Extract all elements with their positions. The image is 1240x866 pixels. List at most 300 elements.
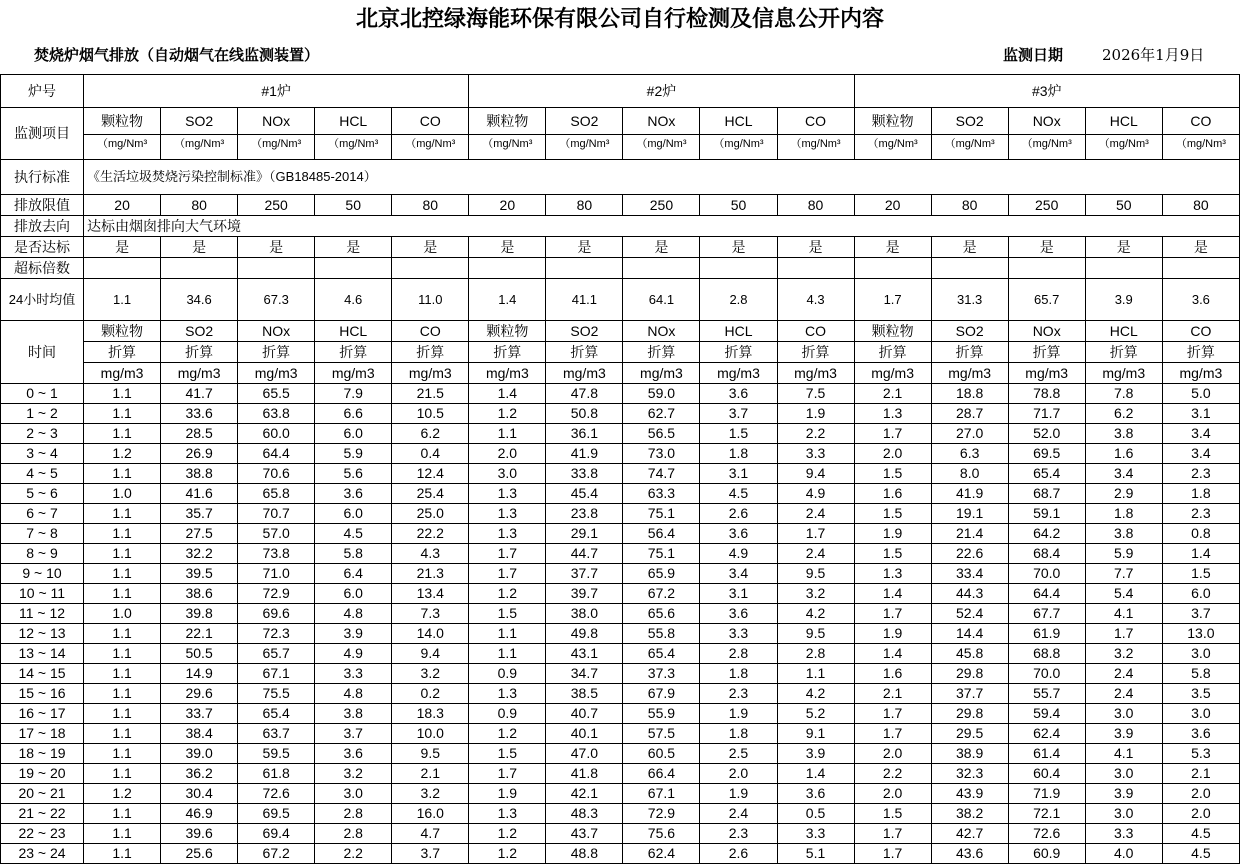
hourly-value: 46.9 xyxy=(161,804,238,824)
hourly-value: 5.9 xyxy=(1085,544,1162,564)
hourly-value: 39.7 xyxy=(546,584,623,604)
hourly-conv-label: 折算 xyxy=(392,342,469,363)
item-name: HCL xyxy=(700,108,777,135)
hourly-value: 4.8 xyxy=(315,604,392,624)
hourly-value: 2.4 xyxy=(1085,684,1162,704)
hourly-value: 59.4 xyxy=(1008,704,1085,724)
hourly-value: 0.4 xyxy=(392,444,469,464)
hourly-value: 63.7 xyxy=(238,724,315,744)
exceed-label: 超标倍数 xyxy=(1,258,84,279)
hourly-value: 48.8 xyxy=(546,844,623,864)
furnace-header: #1炉 xyxy=(84,75,469,108)
emission-table xyxy=(0,74,1240,864)
hourly-value: 8.0 xyxy=(931,464,1008,484)
hourly-value: 47.8 xyxy=(546,384,623,404)
hourly-value: 1.0 xyxy=(84,604,161,624)
hourly-data-row xyxy=(1,664,1240,684)
average-value: 11.0 xyxy=(392,279,469,321)
hourly-unit-label: mg/m3 xyxy=(1085,363,1162,384)
hourly-value: 34.7 xyxy=(546,664,623,684)
hourly-conv-label: 折算 xyxy=(469,342,546,363)
item-name: 颗粒物 xyxy=(469,108,546,135)
hourly-value: 69.4 xyxy=(238,824,315,844)
hourly-value: 3.6 xyxy=(315,484,392,504)
hourly-value: 2.8 xyxy=(315,824,392,844)
hourly-unit-label: mg/m3 xyxy=(315,363,392,384)
hourly-value: 35.7 xyxy=(161,504,238,524)
hourly-value: 56.4 xyxy=(623,524,700,544)
hourly-value: 28.7 xyxy=(931,404,1008,424)
hourly-conv-label: 折算 xyxy=(700,342,777,363)
hourly-value: 9.1 xyxy=(777,724,854,744)
hourly-value: 2.3 xyxy=(1162,504,1239,524)
hourly-value: 4.9 xyxy=(777,484,854,504)
hourly-value: 3.3 xyxy=(700,624,777,644)
hourly-data-row xyxy=(1,384,1240,404)
exceed-value xyxy=(623,258,700,279)
standard-row xyxy=(1,160,1240,195)
item-name: SO2 xyxy=(931,108,1008,135)
hourly-value: 3.6 xyxy=(315,744,392,764)
compliance-value: 是 xyxy=(392,237,469,258)
hourly-value: 70.7 xyxy=(238,504,315,524)
hourly-value: 1.1 xyxy=(84,424,161,444)
hourly-value: 69.5 xyxy=(1008,444,1085,464)
exceed-value xyxy=(315,258,392,279)
hourly-value: 69.5 xyxy=(238,804,315,824)
hourly-unit-label: mg/m3 xyxy=(931,363,1008,384)
hourly-value: 4.8 xyxy=(315,684,392,704)
hourly-value: 2.0 xyxy=(700,764,777,784)
hourly-value: 3.7 xyxy=(1162,604,1239,624)
hourly-value: 1.1 xyxy=(84,384,161,404)
hourly-value: 2.8 xyxy=(315,804,392,824)
hourly-unit-label: mg/m3 xyxy=(392,363,469,384)
hourly-value: 1.8 xyxy=(700,664,777,684)
hourly-value: 67.1 xyxy=(238,664,315,684)
hourly-unit-label: mg/m3 xyxy=(777,363,854,384)
hourly-value: 3.4 xyxy=(700,564,777,584)
average-value: 1.7 xyxy=(854,279,931,321)
hourly-value: 3.0 xyxy=(315,784,392,804)
hourly-value: 2.0 xyxy=(1162,784,1239,804)
exceed-value xyxy=(469,258,546,279)
hourly-value: 47.0 xyxy=(546,744,623,764)
item-row xyxy=(1,108,1240,135)
exceed-value xyxy=(931,258,1008,279)
average-label: 24小时均值 xyxy=(1,279,84,321)
hourly-value: 72.6 xyxy=(238,784,315,804)
hourly-value: 1.1 xyxy=(84,644,161,664)
average-row xyxy=(1,279,1240,321)
hourly-value: 23.8 xyxy=(546,504,623,524)
hourly-value: 3.9 xyxy=(777,744,854,764)
hourly-conv-label: 折算 xyxy=(854,342,931,363)
hourly-value: 71.0 xyxy=(238,564,315,584)
hourly-value: 60.5 xyxy=(623,744,700,764)
hourly-value: 4.2 xyxy=(777,684,854,704)
hourly-value: 65.4 xyxy=(238,704,315,724)
hourly-value: 61.8 xyxy=(238,764,315,784)
hourly-data-row xyxy=(1,844,1240,864)
time-slot: 6 ~ 7 xyxy=(1,504,84,524)
hourly-value: 1.2 xyxy=(469,584,546,604)
hourly-value: 43.6 xyxy=(931,844,1008,864)
hourly-value: 42.1 xyxy=(546,784,623,804)
time-slot: 15 ~ 16 xyxy=(1,684,84,704)
hourly-value: 1.7 xyxy=(854,604,931,624)
hourly-value: 7.8 xyxy=(1085,384,1162,404)
hourly-value: 1.1 xyxy=(84,764,161,784)
hourly-conv-label: 折算 xyxy=(161,342,238,363)
exceed-row xyxy=(1,258,1240,279)
hourly-value: 52.4 xyxy=(931,604,1008,624)
hourly-value: 1.4 xyxy=(854,644,931,664)
average-value: 41.1 xyxy=(546,279,623,321)
hourly-value: 6.0 xyxy=(315,504,392,524)
hourly-value: 59.1 xyxy=(1008,504,1085,524)
hourly-value: 1.8 xyxy=(1162,484,1239,504)
hourly-value: 1.3 xyxy=(469,684,546,704)
hourly-item-name: SO2 xyxy=(931,321,1008,342)
hourly-value: 75.1 xyxy=(623,504,700,524)
item-name: NOx xyxy=(623,108,700,135)
time-slot: 9 ~ 10 xyxy=(1,564,84,584)
hourly-value: 1.7 xyxy=(469,564,546,584)
compliance-value: 是 xyxy=(315,237,392,258)
average-value: 4.6 xyxy=(315,279,392,321)
compliance-value: 是 xyxy=(931,237,1008,258)
hourly-data-row xyxy=(1,404,1240,424)
hourly-value: 57.5 xyxy=(623,724,700,744)
time-slot: 14 ~ 15 xyxy=(1,664,84,684)
hourly-value: 6.2 xyxy=(392,424,469,444)
hourly-value: 4.7 xyxy=(392,824,469,844)
hourly-value: 9.4 xyxy=(777,464,854,484)
hourly-value: 0.9 xyxy=(469,704,546,724)
time-slot: 1 ~ 2 xyxy=(1,404,84,424)
hourly-value: 2.0 xyxy=(469,444,546,464)
unit-cell: （mg/Nm³ xyxy=(161,135,238,160)
hourly-value: 40.7 xyxy=(546,704,623,724)
hourly-value: 1.9 xyxy=(854,624,931,644)
hourly-value: 1.4 xyxy=(777,764,854,784)
limit-row xyxy=(1,195,1240,216)
hourly-value: 1.9 xyxy=(700,704,777,724)
hourly-value: 36.1 xyxy=(546,424,623,444)
furnace-header: #2炉 xyxy=(469,75,854,108)
compliance-value: 是 xyxy=(854,237,931,258)
hourly-value: 3.9 xyxy=(1085,784,1162,804)
time-slot: 7 ~ 8 xyxy=(1,524,84,544)
hourly-value: 1.1 xyxy=(84,504,161,524)
hourly-value: 64.4 xyxy=(238,444,315,464)
unit-row xyxy=(1,135,1240,160)
hourly-value: 2.0 xyxy=(1162,804,1239,824)
hourly-value: 1.1 xyxy=(777,664,854,684)
hourly-item-name: 颗粒物 xyxy=(469,321,546,342)
hourly-value: 19.1 xyxy=(931,504,1008,524)
hourly-value: 21.5 xyxy=(392,384,469,404)
hourly-value: 3.0 xyxy=(469,464,546,484)
exceed-value xyxy=(854,258,931,279)
time-slot: 17 ~ 18 xyxy=(1,724,84,744)
limit-value: 20 xyxy=(84,195,161,216)
hourly-data-row xyxy=(1,524,1240,544)
hourly-value: 43.9 xyxy=(931,784,1008,804)
hourly-value: 1.3 xyxy=(854,404,931,424)
hourly-value: 63.3 xyxy=(623,484,700,504)
unit-cell: （mg/Nm³ xyxy=(777,135,854,160)
hourly-value: 2.9 xyxy=(1085,484,1162,504)
hourly-conv-label: 折算 xyxy=(238,342,315,363)
item-name: CO xyxy=(777,108,854,135)
hourly-value: 71.7 xyxy=(1008,404,1085,424)
hourly-value: 1.7 xyxy=(777,524,854,544)
hourly-value: 70.0 xyxy=(1008,564,1085,584)
hourly-value: 28.5 xyxy=(161,424,238,444)
hourly-data-row xyxy=(1,484,1240,504)
hourly-data-row xyxy=(1,684,1240,704)
hourly-value: 68.4 xyxy=(1008,544,1085,564)
hourly-value: 3.0 xyxy=(1085,804,1162,824)
hourly-value: 3.8 xyxy=(1085,524,1162,544)
hourly-value: 65.7 xyxy=(238,644,315,664)
hourly-item-name: CO xyxy=(392,321,469,342)
hourly-value: 1.2 xyxy=(84,784,161,804)
hourly-value: 1.5 xyxy=(854,804,931,824)
hourly-value: 72.9 xyxy=(623,804,700,824)
hourly-value: 55.8 xyxy=(623,624,700,644)
hourly-value: 37.7 xyxy=(931,684,1008,704)
hourly-value: 6.0 xyxy=(315,424,392,444)
hourly-value: 3.2 xyxy=(392,784,469,804)
hourly-value: 1.1 xyxy=(469,624,546,644)
hourly-item-name: NOx xyxy=(623,321,700,342)
exceed-value xyxy=(1008,258,1085,279)
hourly-value: 1.1 xyxy=(84,704,161,724)
hourly-unit-label: mg/m3 xyxy=(161,363,238,384)
hourly-value: 2.1 xyxy=(392,764,469,784)
hourly-value: 6.6 xyxy=(315,404,392,424)
hourly-value: 22.1 xyxy=(161,624,238,644)
unit-cell: （mg/Nm³ xyxy=(315,135,392,160)
hourly-value: 2.2 xyxy=(777,424,854,444)
hourly-value: 1.8 xyxy=(700,444,777,464)
hourly-value: 62.4 xyxy=(623,844,700,864)
time-slot: 22 ~ 23 xyxy=(1,824,84,844)
hourly-conv-label: 折算 xyxy=(546,342,623,363)
hourly-value: 59.0 xyxy=(623,384,700,404)
destination-row xyxy=(1,216,1240,237)
hourly-value: 1.7 xyxy=(469,764,546,784)
hourly-value: 37.3 xyxy=(623,664,700,684)
hourly-value: 32.2 xyxy=(161,544,238,564)
hourly-item-name: 颗粒物 xyxy=(84,321,161,342)
hourly-value: 2.6 xyxy=(700,504,777,524)
time-slot: 11 ~ 12 xyxy=(1,604,84,624)
hourly-value: 1.2 xyxy=(469,404,546,424)
hourly-value: 39.5 xyxy=(161,564,238,584)
hourly-value: 50.8 xyxy=(546,404,623,424)
hourly-item-name: CO xyxy=(777,321,854,342)
hourly-value: 3.3 xyxy=(1085,824,1162,844)
hourly-data-row xyxy=(1,504,1240,524)
hourly-value: 4.5 xyxy=(315,524,392,544)
hourly-value: 7.5 xyxy=(777,384,854,404)
hourly-value: 2.1 xyxy=(854,384,931,404)
exceed-value xyxy=(392,258,469,279)
average-value: 3.6 xyxy=(1162,279,1239,321)
hourly-unit-label: mg/m3 xyxy=(469,363,546,384)
hourly-value: 40.1 xyxy=(546,724,623,744)
hourly-value: 1.1 xyxy=(84,404,161,424)
average-value: 3.9 xyxy=(1085,279,1162,321)
hourly-value: 29.8 xyxy=(931,704,1008,724)
hourly-value: 2.4 xyxy=(777,544,854,564)
hourly-value: 68.7 xyxy=(1008,484,1085,504)
hourly-conv-label: 折算 xyxy=(1008,342,1085,363)
hourly-value: 3.4 xyxy=(1085,464,1162,484)
hourly-value: 26.9 xyxy=(161,444,238,464)
hourly-value: 2.3 xyxy=(1162,464,1239,484)
hourly-value: 1.9 xyxy=(700,784,777,804)
hourly-value: 14.0 xyxy=(392,624,469,644)
hourly-value: 2.2 xyxy=(315,844,392,864)
hourly-value: 38.2 xyxy=(931,804,1008,824)
destination-label: 排放去向 xyxy=(1,216,84,237)
exceed-value xyxy=(1162,258,1239,279)
item-name: SO2 xyxy=(161,108,238,135)
hourly-header-names-row xyxy=(1,321,1240,342)
hourly-value: 75.5 xyxy=(238,684,315,704)
item-name: 颗粒物 xyxy=(854,108,931,135)
hourly-value: 63.8 xyxy=(238,404,315,424)
hourly-item-name: NOx xyxy=(1008,321,1085,342)
hourly-value: 3.4 xyxy=(1162,444,1239,464)
hourly-value: 3.8 xyxy=(1085,424,1162,444)
unit-cell: （mg/Nm³ xyxy=(1085,135,1162,160)
hourly-conv-label: 折算 xyxy=(1162,342,1239,363)
hourly-value: 3.9 xyxy=(1085,724,1162,744)
hourly-value: 1.4 xyxy=(469,384,546,404)
time-slot: 8 ~ 9 xyxy=(1,544,84,564)
hourly-value: 67.2 xyxy=(623,584,700,604)
time-slot: 19 ~ 20 xyxy=(1,764,84,784)
hourly-value: 71.9 xyxy=(1008,784,1085,804)
hourly-value: 1.7 xyxy=(854,844,931,864)
limit-value: 250 xyxy=(1008,195,1085,216)
hourly-value: 3.9 xyxy=(315,624,392,644)
hourly-value: 33.6 xyxy=(161,404,238,424)
hourly-value: 3.3 xyxy=(315,664,392,684)
hourly-conv-label: 折算 xyxy=(315,342,392,363)
section-subtitle: 焚烧炉烟气排放（自动烟气在线监测装置） xyxy=(34,46,320,64)
hourly-value: 1.1 xyxy=(84,684,161,704)
average-value: 67.3 xyxy=(238,279,315,321)
unit-cell: （mg/Nm³ xyxy=(1162,135,1239,160)
limit-value: 80 xyxy=(931,195,1008,216)
hourly-data-row xyxy=(1,564,1240,584)
unit-cell: （mg/Nm³ xyxy=(1008,135,1085,160)
hourly-value: 18.8 xyxy=(931,384,1008,404)
hourly-header-conv-row xyxy=(1,342,1240,363)
hourly-value: 37.7 xyxy=(546,564,623,584)
hourly-value: 13.4 xyxy=(392,584,469,604)
hourly-value: 1.1 xyxy=(84,844,161,864)
hourly-value: 3.0 xyxy=(1085,764,1162,784)
hourly-value: 4.2 xyxy=(777,604,854,624)
hourly-value: 3.2 xyxy=(777,584,854,604)
hourly-value: 2.1 xyxy=(854,684,931,704)
hourly-value: 65.5 xyxy=(238,384,315,404)
hourly-value: 55.7 xyxy=(1008,684,1085,704)
hourly-value: 5.0 xyxy=(1162,384,1239,404)
hourly-value: 69.6 xyxy=(238,604,315,624)
hourly-value: 3.3 xyxy=(777,444,854,464)
hourly-value: 1.5 xyxy=(854,504,931,524)
hourly-value: 65.4 xyxy=(623,644,700,664)
hourly-value: 3.1 xyxy=(1162,404,1239,424)
hourly-value: 3.3 xyxy=(777,824,854,844)
unit-cell: （mg/Nm³ xyxy=(546,135,623,160)
destination-text: 达标由烟囱排向大气环境 xyxy=(84,216,1240,237)
unit-cell: （mg/Nm³ xyxy=(700,135,777,160)
furnace-label: 炉号 xyxy=(1,75,84,108)
time-slot: 2 ~ 3 xyxy=(1,424,84,444)
limit-value: 20 xyxy=(854,195,931,216)
hourly-value: 0.5 xyxy=(777,804,854,824)
item-name: CO xyxy=(392,108,469,135)
hourly-value: 18.3 xyxy=(392,704,469,724)
hourly-value: 1.1 xyxy=(84,724,161,744)
hourly-value: 1.1 xyxy=(469,644,546,664)
hourly-value: 39.6 xyxy=(161,824,238,844)
hourly-value: 3.6 xyxy=(700,604,777,624)
hourly-value: 1.0 xyxy=(84,484,161,504)
hourly-value: 29.6 xyxy=(161,684,238,704)
hourly-value: 57.0 xyxy=(238,524,315,544)
hourly-value: 33.4 xyxy=(931,564,1008,584)
average-value: 31.3 xyxy=(931,279,1008,321)
hourly-value: 44.3 xyxy=(931,584,1008,604)
hourly-value: 1.1 xyxy=(84,544,161,564)
furnace-header: #3炉 xyxy=(854,75,1239,108)
hourly-value: 56.5 xyxy=(623,424,700,444)
hourly-value: 0.8 xyxy=(1162,524,1239,544)
hourly-value: 3.6 xyxy=(777,784,854,804)
hourly-value: 27.0 xyxy=(931,424,1008,444)
hourly-value: 3.1 xyxy=(700,584,777,604)
hourly-value: 1.1 xyxy=(84,564,161,584)
hourly-conv-label: 折算 xyxy=(1085,342,1162,363)
hourly-value: 49.8 xyxy=(546,624,623,644)
item-name: CO xyxy=(1162,108,1239,135)
hourly-data-row xyxy=(1,464,1240,484)
item-name: HCL xyxy=(1085,108,1162,135)
hourly-value: 38.4 xyxy=(161,724,238,744)
hourly-value: 3.0 xyxy=(1162,644,1239,664)
compliance-value: 是 xyxy=(84,237,161,258)
hourly-value: 44.7 xyxy=(546,544,623,564)
hourly-value: 25.6 xyxy=(161,844,238,864)
hourly-value: 2.6 xyxy=(700,844,777,864)
hourly-value: 3.6 xyxy=(700,384,777,404)
hourly-value: 73.0 xyxy=(623,444,700,464)
compliance-value: 是 xyxy=(1008,237,1085,258)
hourly-value: 1.5 xyxy=(854,464,931,484)
hourly-value: 41.9 xyxy=(931,484,1008,504)
